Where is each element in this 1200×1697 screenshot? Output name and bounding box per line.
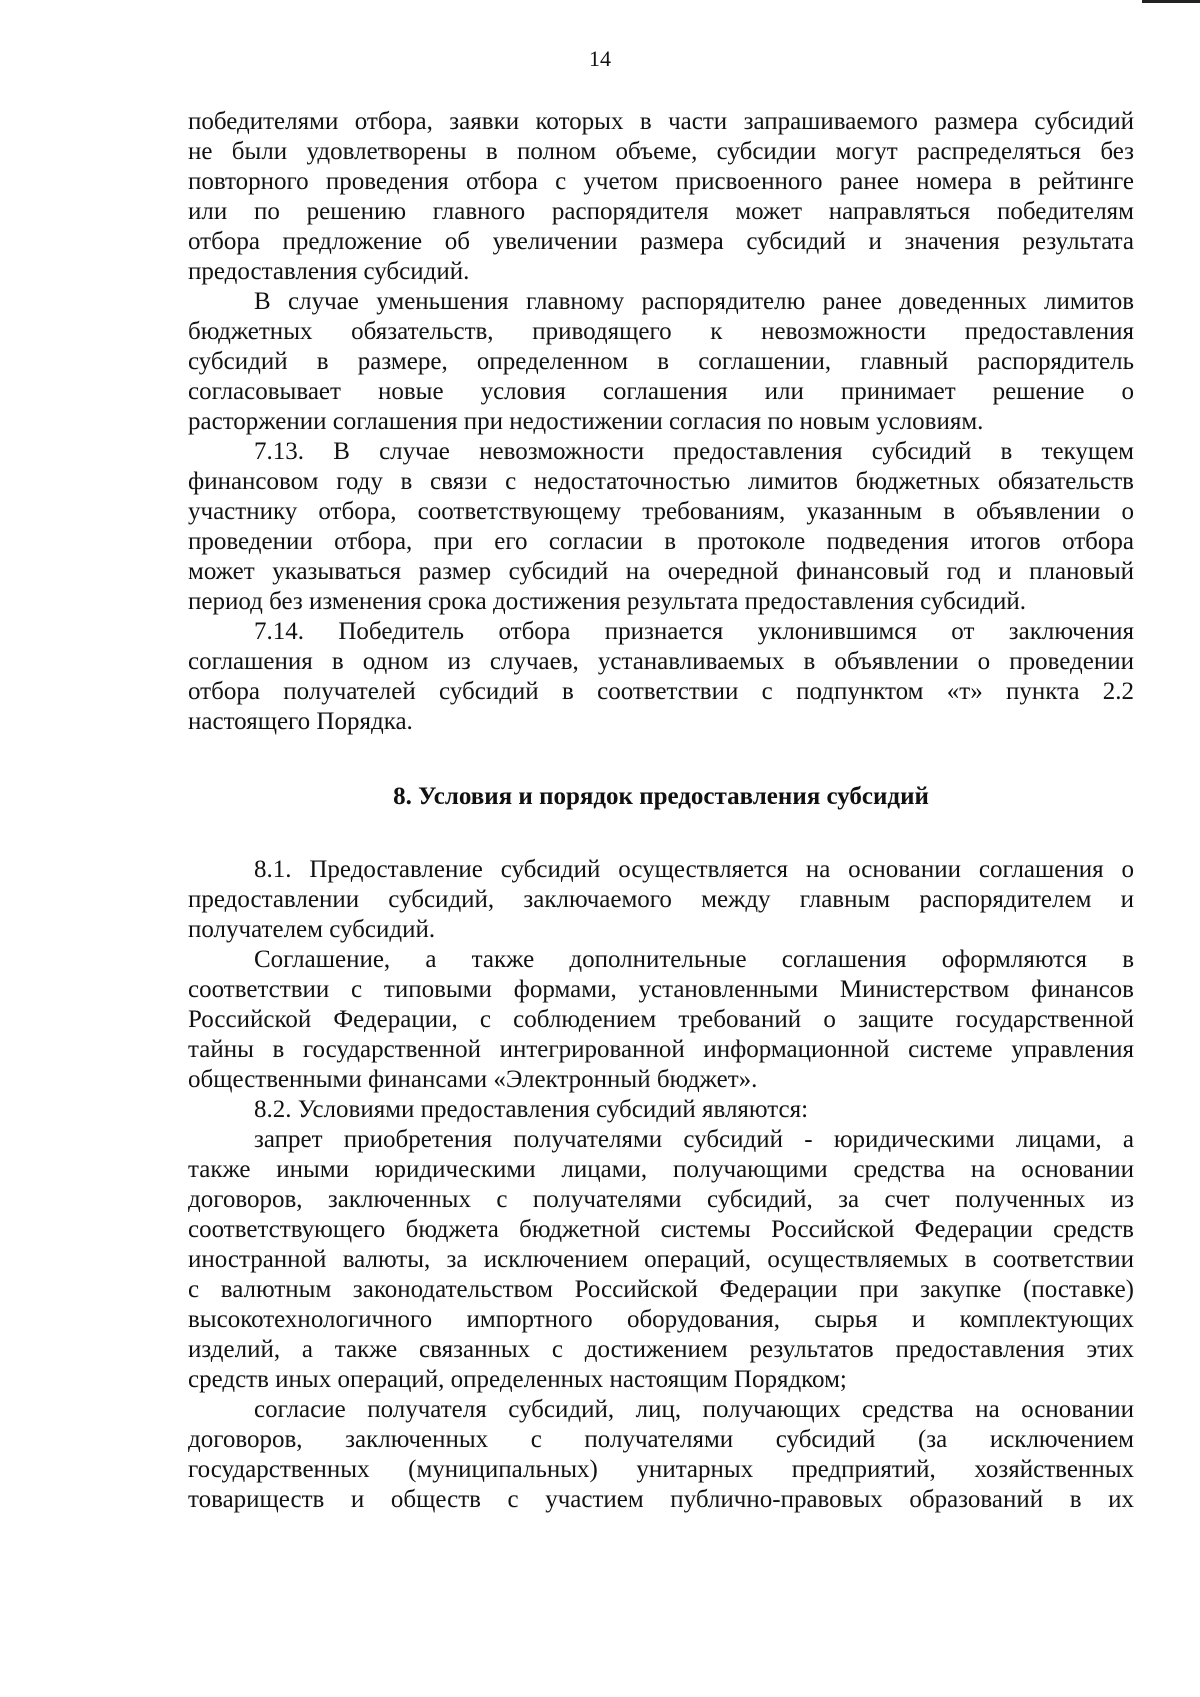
text-line: проведении отбора, при его согласии в протоколе подведения итогов отбора — [188, 528, 1134, 555]
text-line: настоящего Порядка. — [188, 708, 413, 735]
text-line: период без изменения срока достижения результата предоставления субсидий. — [188, 588, 1026, 615]
paragraph — [188, 1125, 1134, 1395]
text-line: с валютным законодательством Российской Федерации при закупке (поставке) — [188, 1276, 1134, 1303]
paragraph — [188, 617, 1134, 737]
text-line: тайны в государственной интегрированной информационной системе управления — [188, 1036, 1134, 1063]
text-line: повторного проведения отбора с учетом присвоенного ранее номера в рейтинге — [188, 168, 1134, 195]
text-line: 7.14. Победитель отбора признается уклонившимся от заключения — [254, 618, 1134, 645]
text-line: Соглашение, а также дополнительные соглашения оформляются в — [254, 946, 1134, 973]
text-line: Российской Федерации, с соблюдением требований о защите государственной — [188, 1006, 1134, 1033]
text-line: также иными юридическими лицами, получающими средства на основании — [188, 1156, 1134, 1183]
text-line: соответствии с типовыми формами, установленными Министерством финансов — [188, 976, 1134, 1003]
scan-edge-mark — [1142, 0, 1200, 3]
section-heading: 8. Условия и порядок предоставления субсидий — [393, 783, 929, 810]
text-line: не были удовлетворены в полном объеме, субсидии могут распределяться без — [188, 138, 1134, 165]
text-line: может указываться размер субсидий на очередной финансовый год и плановый — [188, 558, 1134, 585]
text-line: 7.13. В случае невозможности предоставления субсидий в текущем — [254, 438, 1134, 465]
text-line: запрет приобретения получателями субсидий - юридическими лицами, а — [254, 1126, 1134, 1153]
text-block-after-heading — [188, 855, 1134, 1515]
text-line: товариществ и обществ с участием публично-правовых образований в их — [188, 1486, 1134, 1513]
paragraph — [188, 855, 1134, 945]
paragraph — [188, 287, 1134, 437]
text-line: расторжении соглашения при недостижении согласия по новым условиям. — [188, 408, 984, 435]
text-line: предоставления субсидий. — [188, 258, 470, 285]
text-line: средств иных операций, определенных настоящим Порядком; — [188, 1366, 847, 1393]
text-line: согласовывает новые условия соглашения или принимает решение о — [188, 378, 1134, 405]
text-line: отбора предложение об увеличении размера субсидий и значения результата — [188, 228, 1134, 255]
text-line: финансовом году в связи с недостаточностью лимитов бюджетных обязательств — [188, 468, 1134, 495]
text-line: общественными финансами «Электронный бюджет». — [188, 1066, 758, 1093]
paragraph — [188, 1395, 1134, 1515]
text-line: иностранной валюты, за исключением операций, осуществляемых в соответствии — [188, 1246, 1134, 1273]
paragraph — [188, 945, 1134, 1095]
text-line: государственных (муниципальных) унитарных предприятий, хозяйственных — [188, 1456, 1134, 1483]
text-line: согласие получателя субсидий, лиц, получающих средства на основании — [254, 1396, 1134, 1423]
text-line: бюджетных обязательств, приводящего к невозможности предоставления — [188, 318, 1134, 345]
text-line: или по решению главного распорядителя может направляться победителям — [188, 198, 1134, 225]
text-block-before-heading — [188, 107, 1134, 737]
text-line: договоров, заключенных с получателями субсидий, за счет полученных из — [188, 1186, 1134, 1213]
text-line: участнику отбора, соответствующему требованиям, указанным в объявлении о — [188, 498, 1134, 525]
text-line: 8.2. Условиями предоставления субсидий являются: — [254, 1096, 809, 1123]
text-line: 8.1. Предоставление субсидий осуществляется на основании соглашения о — [254, 856, 1134, 883]
text-line: получателем субсидий. — [188, 916, 436, 943]
paragraph — [188, 107, 1134, 287]
text-line: соглашения в одном из случаев, устанавливаемых в объявлении о проведении — [188, 648, 1134, 675]
text-line: соответствующего бюджета бюджетной системы Российской Федерации средств — [188, 1216, 1134, 1243]
text-line: предоставлении субсидий, заключаемого между главным распорядителем и — [188, 886, 1134, 913]
paragraph — [188, 437, 1134, 617]
page-number: 14 — [589, 46, 611, 71]
paragraph — [188, 1095, 1134, 1125]
text-line: договоров, заключенных с получателями субсидий (за исключением — [188, 1426, 1134, 1453]
document-body — [188, 107, 1134, 1515]
text-line: высокотехнологичного импортного оборудования, сырья и комплектующих — [188, 1306, 1134, 1333]
text-line: субсидий в размере, определенном в соглашении, главный распорядитель — [188, 348, 1134, 375]
text-line: отбора получателей субсидий в соответствии с подпунктом «т» пункта 2.2 — [188, 678, 1134, 705]
text-line: победителями отбора, заявки которых в части запрашиваемого размера субсидий — [188, 108, 1134, 135]
text-line: В случае уменьшения главному распорядителю ранее доведенных лимитов — [254, 288, 1134, 315]
text-line: изделий, а также связанных с достижением результатов предоставления этих — [188, 1336, 1134, 1363]
